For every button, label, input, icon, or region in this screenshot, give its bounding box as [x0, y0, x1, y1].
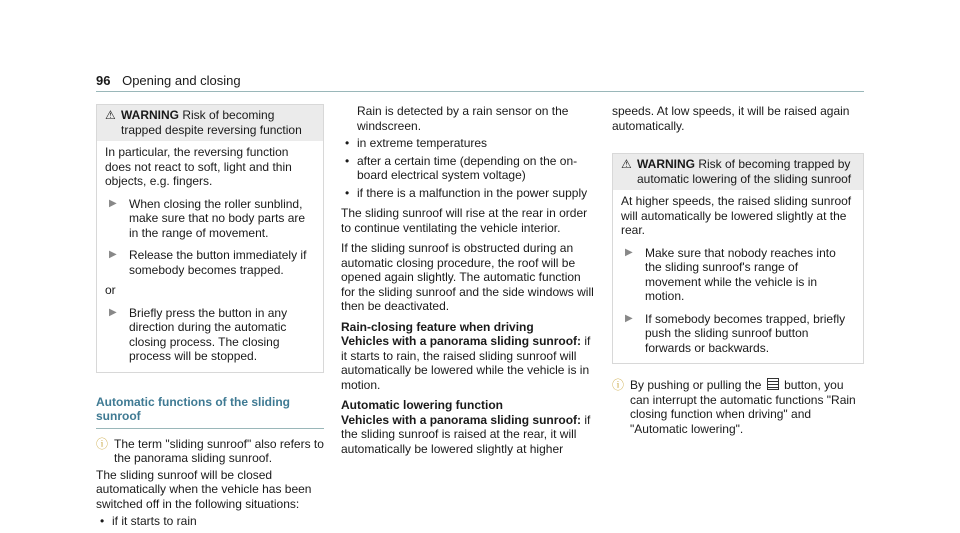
paragraph: speeds. At low speeds, it will be raised again automatically.: [612, 104, 850, 133]
list-item: [341, 154, 597, 183]
step-text: Briefly press the button in any direction during the automatic closing process. The closing process will be stopped.: [129, 305, 288, 363]
arrow-icon: ▶: [625, 312, 633, 324]
note-text: [630, 378, 864, 436]
list-item-text: after a certain time (depending on the on-board electrical system voltage): [357, 153, 578, 182]
warning-box: [96, 104, 324, 373]
paragraph: If the sliding sunroof is obstructed during an automatic closing procedure, the roof will be opened again slightly. The automatic function for the sliding sunroof and the side windows will then be deactivated.: [341, 241, 594, 313]
warning-header: [97, 105, 323, 141]
warning-body: [97, 141, 323, 372]
arrow-icon: ▶: [625, 246, 633, 258]
column-2: [341, 104, 597, 456]
warning-intro: At higher speeds, the raised sliding sunroof will automatically be lowered slightly at the rear.: [621, 194, 852, 237]
note: [612, 378, 864, 436]
paragraph: Rain is detected by a rain sensor on the windscreen.: [357, 104, 569, 133]
list-item: [341, 136, 597, 151]
instruction-step: [105, 306, 315, 364]
bullet-icon: •: [345, 185, 350, 200]
bullet-icon: •: [345, 153, 350, 168]
note-text-end: button, you can interrupt the automatic functions "Rain closing function when driving" and "Automatic lowering".: [630, 378, 856, 436]
list-item: [341, 186, 597, 201]
arrow-icon: ▶: [109, 249, 117, 260]
page-header: [96, 74, 241, 89]
column-1: [96, 104, 324, 529]
list-item-text: in extreme temperatures: [357, 136, 488, 150]
instruction-step: [621, 312, 855, 356]
step-text: Release the button immediately if somebody becomes trapped.: [129, 248, 307, 277]
vehicle-label: Vehicles with a panorama sliding sunroof:: [341, 334, 582, 348]
warning-triangle-icon: ⚠: [621, 157, 632, 171]
arrow-icon: ▶: [109, 306, 117, 318]
header-rule: [96, 91, 864, 92]
warning-body: [613, 190, 863, 363]
step-text: If somebody becomes trapped, briefly push the sliding sunroof button forwards or backwards.: [645, 311, 846, 355]
subheading: Automatic lowering function: [341, 398, 503, 412]
instruction-step: [105, 248, 315, 277]
warning-triangle-icon: ⚠: [105, 108, 116, 122]
column-3: [612, 104, 864, 436]
subheading: Rain-closing feature when driving: [341, 319, 534, 334]
paragraph: [341, 413, 597, 457]
instruction-step: [621, 246, 855, 304]
step-text: When closing the roller sunblind, make sure that no body parts are in the range of movement.: [129, 196, 306, 240]
page-number: 96: [96, 73, 111, 88]
note-text-start: By pushing or pulling the: [630, 378, 762, 392]
warning-label: WARNING: [637, 157, 695, 171]
warning-title: Risk of becoming trapped despite reversing function: [121, 108, 302, 137]
paragraph: The sliding sunroof will rise at the rear in order to continue ventilating the vehicle interior.: [341, 206, 588, 235]
warning-box: [612, 153, 864, 364]
arrow-icon: ▶: [109, 197, 117, 209]
section-title: Automatic functions of the sliding sunroof: [96, 395, 324, 429]
vehicle-label: Vehicles with a panorama sliding sunroof:: [341, 412, 582, 427]
list-item-text: if it starts to rain: [112, 514, 197, 528]
info-icon: ⓘ: [612, 378, 625, 392]
list-item: [96, 514, 324, 529]
note: [96, 437, 324, 466]
bullet-icon: •: [345, 136, 350, 150]
warning-header: [613, 154, 863, 190]
sunroof-button-icon: [767, 378, 779, 390]
instruction-step: [105, 197, 315, 241]
warning-label: WARNING: [121, 108, 179, 122]
section-name: Opening and closing: [122, 73, 241, 88]
note-text: The term "sliding sunroof" also refers to the panorama sliding sunroof.: [114, 436, 324, 465]
or-text: or: [105, 283, 116, 297]
bullet-icon: •: [100, 514, 105, 528]
info-icon: ⓘ: [96, 436, 109, 451]
paragraph-text: if the sliding sunroof is raised at the rear, it will automatically be lowered slightly at higher: [341, 412, 591, 456]
list-item-text: if there is a malfunction in the power supply: [357, 185, 588, 200]
warning-intro: In particular, the reversing function does not react to soft, light and thin objects, e.g. fingers.: [105, 145, 292, 188]
paragraph-text: if it starts to rain, the raised sliding sunroof will automatically be lowered while the vehicle is in motion.: [341, 334, 591, 392]
step-text: Make sure that nobody reaches into the sliding sunroof's range of movement while the vehicle is in motion.: [645, 245, 836, 303]
warning-title: Risk of becoming trapped by automatic lowering of the sliding sunroof: [637, 157, 852, 186]
paragraph: The sliding sunroof will be closed automatically when the vehicle has been switched off in the following situations:: [96, 467, 312, 511]
paragraph: [341, 334, 597, 392]
